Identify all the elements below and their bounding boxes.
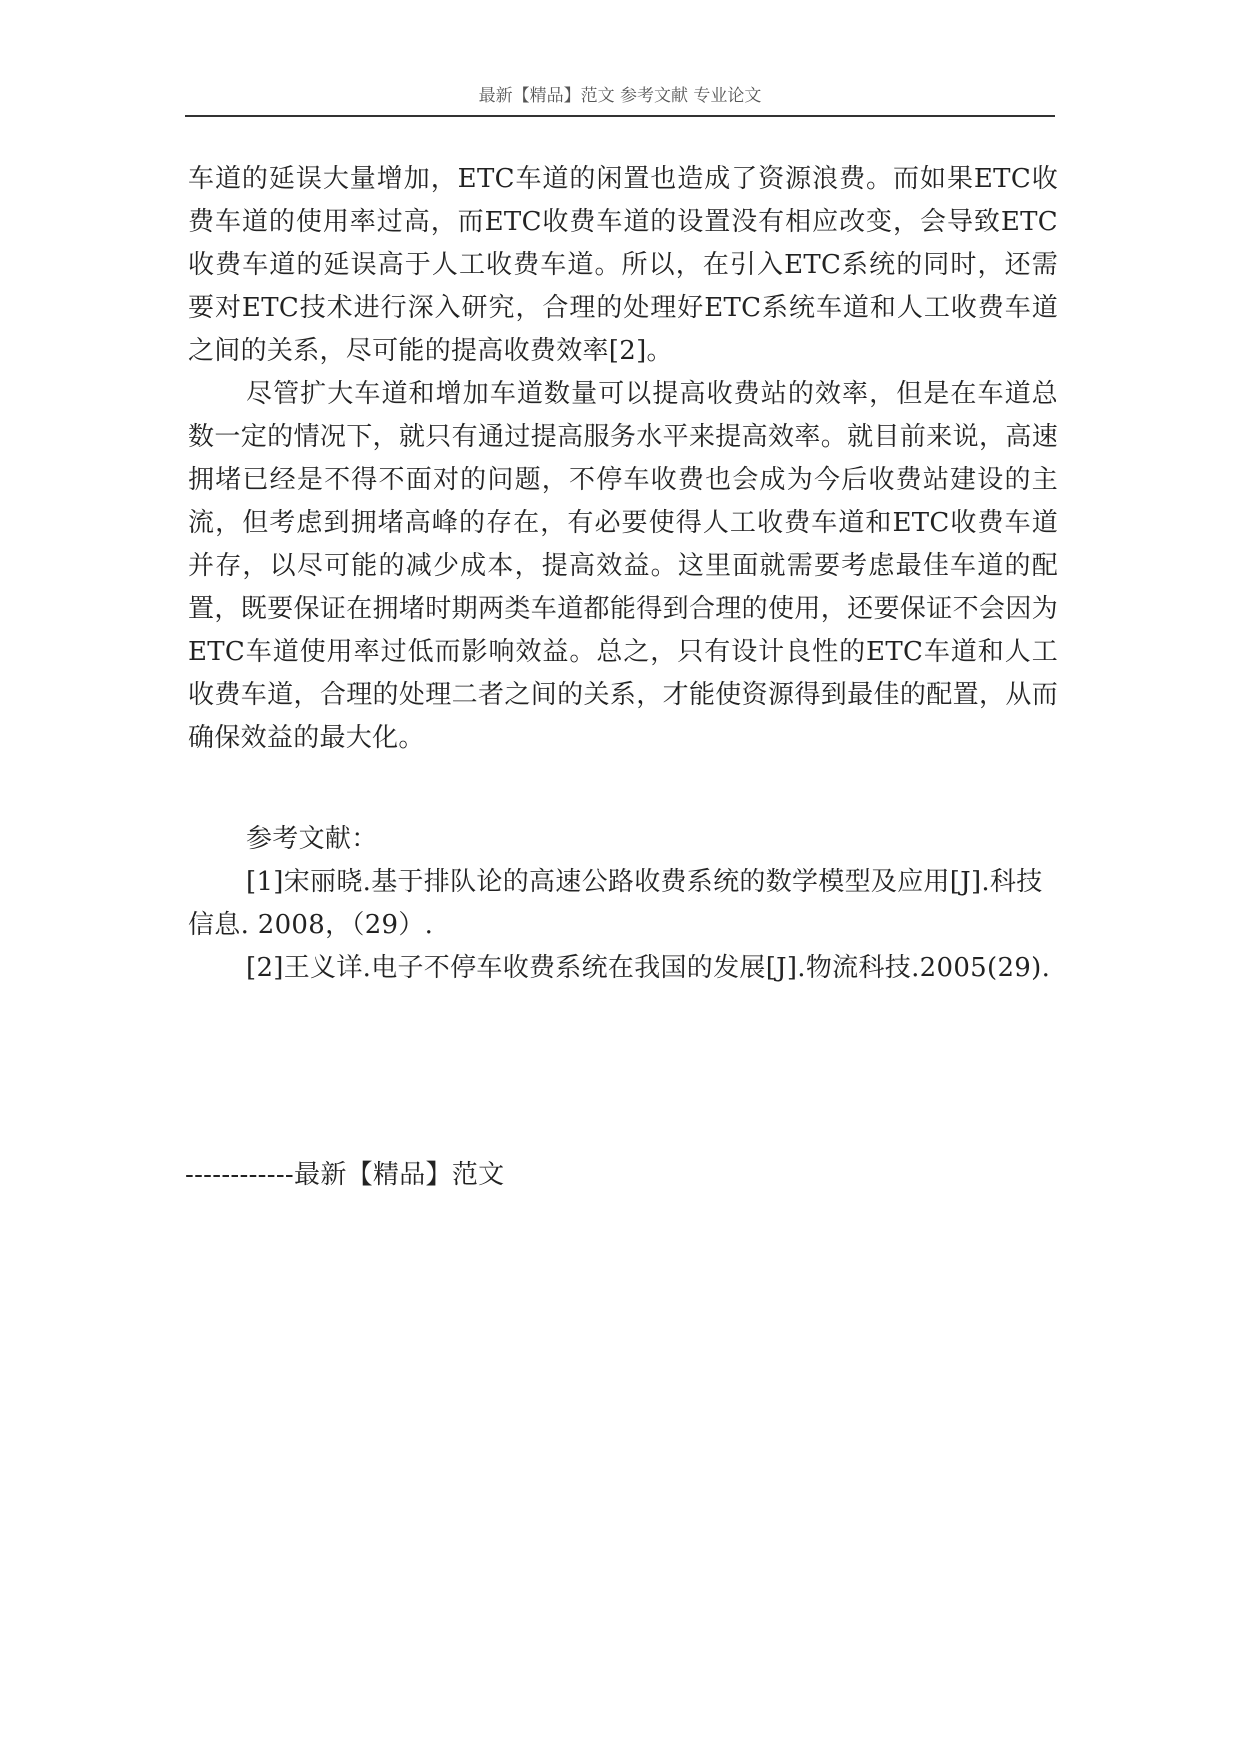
body-paragraph-2: 尽管扩大车道和增加车道数量可以提高收费站的效率，但是在车道总数一定的情况下，就只有通过提高服务水平来提高效率。就目前来说，高速拥堵已经是不得不面对的问题，不停车收费也会成为今后收费站建设的主流，但考虑到拥堵高峰的存在，有必要使得人工收费车道和ETC收费车道并存，以尽可能的减少成本，提高效益。这里面就需要考虑最佳车道的配置，既要保证在拥堵时期两类车道都能得到合理的使用，还要保证不会因为ETC车道使用率过低而影响效益。总之，只有设计良性的ETC车道和人工收费车道，合理的处理二者之间的关系，才能使资源得到最佳的配置，从而确保效益的最大化。	[188, 379, 1058, 753]
references-section	[188, 818, 1058, 990]
page-header: 最新【精品】范文 参考文献 专业论文	[478, 86, 762, 106]
body-paragraph-1: 车道的延误大量增加，ETC车道的闲置也造成了资源浪费。而如果ETC收费车道的使用率过高，而ETC收费车道的设置没有相应改变，会导致ETC收费车道的延误高于人工收费车道。所以，在引入ETC系统的同时，还需要对ETC技术进行深入研究，合理的处理好ETC系统车道和人工收费车道之间的关系，尽可能的提高收费效率[2]。	[188, 164, 1058, 366]
body-content	[188, 158, 1058, 760]
header-divider	[185, 115, 1055, 117]
reference-item-1: [1]宋丽晓.基于排队论的高速公路收费系统的数学模型及应用[J].科技信息. 2008，（29）.	[188, 867, 1043, 940]
footer-watermark-text: ------------最新【精品】范文	[185, 1160, 505, 1190]
references-heading: 参考文献：	[246, 824, 378, 854]
reference-item-2: [2]王义详.电子不停车收费系统在我国的发展[J].物流科技.2005(29).	[246, 953, 1051, 983]
